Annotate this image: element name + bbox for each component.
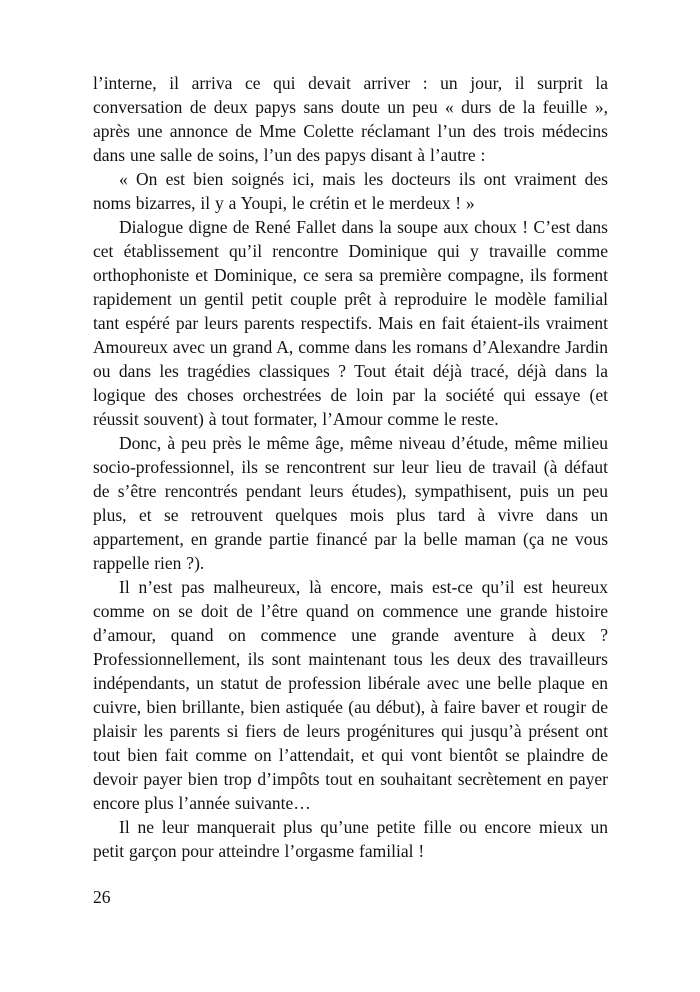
paragraph-continuation: l’interne, il arriva ce qui devait arriver : un jour, il surprit la conversation de deux papys sans doute un peu « durs de la feuille », après une annonce de Mme Colette réclamant l’un des trois médecins dans une salle de soins, l’un des papys disant à l’autre :	[93, 73, 608, 165]
page-number: 26	[93, 887, 111, 907]
paragraph-closing: Il ne leur manquerait plus qu’une petite fille ou encore mieux un petit garçon pour atteindre l’orgasme familial !	[93, 817, 608, 861]
paragraph-quote: « On est bien soignés ici, mais les docteurs ils ont vraiment des noms bizarres, il y a Youpi, le crétin et le merdeux ! »	[93, 169, 608, 213]
paragraph-professional-life: Il n’est pas malheureux, là encore, mais est-ce qu’il est heureux comme on se doit de l’être quand on commence une grande histoire d’amour, quand on commence une grande aventure à deux ? Professionnellement, ils sont maintenant tous les deux des travailleurs indépendants, un statut de profession libérale avec une belle plaque en cuivre, bien brillante, bien astiquée (au début), à faire baver et rougir de plaisir les parents si fiers de leurs progénitures qui jusqu’à présent ont tout bien fait comme on l’attendait, et qui vont bientôt se plaindre de devoir payer bien trop d’impôts tout en souhaitant secrètement en payer encore plus l’année suivante…	[93, 577, 608, 813]
body-text	[93, 71, 608, 863]
paragraph-dialogue-comment: Dialogue digne de René Fallet dans la soupe aux choux ! C’est dans cet établissement qu’il rencontre Dominique qui y travaille comme orthophoniste et Dominique, ce sera sa première compagne, ils forment rapidement un gentil petit couple prêt à reproduire le modèle familial tant espéré par leurs parents respectifs. Mais en fait étaient-ils vraiment Amoureux avec un grand A, comme dans les romans d’Alexandre Jardin ou dans les tragédies classiques ? Tout était déjà tracé, déjà dans la logique des choses orchestrées de loin par la société qui essaye (et réussit souvent) à tout formater, l’Amour comme le reste.	[93, 217, 608, 429]
paragraph-meeting: Donc, à peu près le même âge, même niveau d’étude, même milieu socio-professionnel, ils se rencontrent sur leur lieu de travail (à défaut de s’être rencontrés pendant leurs études), sympathisent, puis un peu plus, et se retrouvent quelques mois plus tard à vivre dans un appartement, en grande partie financé par la belle maman (ça ne vous rappelle rien ?).	[93, 433, 608, 573]
